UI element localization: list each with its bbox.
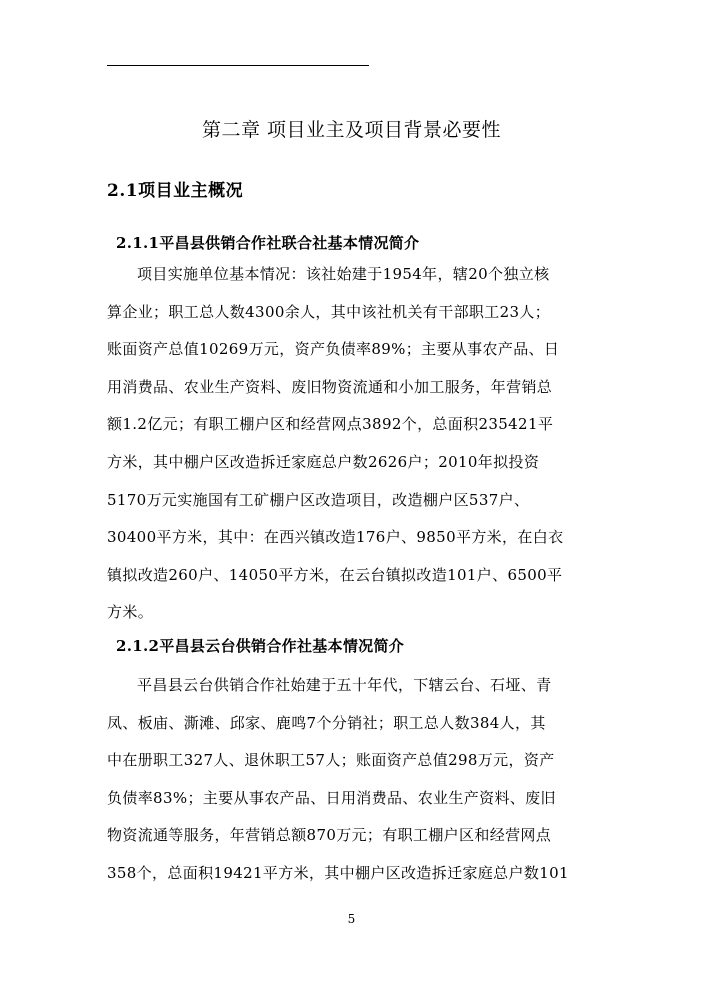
paragraph-line: 算企业；职工总人数4300余人，其中该社机关有干部职工23人； — [107, 302, 551, 321]
paragraph-line: 30400平方米，其中：在西兴镇改造176户、9850平方米，在白衣 — [107, 528, 564, 547]
paragraph-line: 平昌县云台供销合作社始建于五十年代，下辖云台、石垭、青 — [137, 676, 552, 694]
section-heading: 2.1项目业主概况 — [107, 181, 244, 201]
paragraph-line: 负债率83%；主要从事农产品、日用消费品、农业生产资料、废旧 — [107, 788, 556, 807]
paragraph-line: 中在册职工327人、退休职工57人；账面资产总值298万元，资产 — [107, 751, 555, 770]
paragraph-line: 额1.2亿元；有职工棚户区和经营网点3892个，总面积235421平 — [107, 415, 554, 434]
paragraph-line: 账面资产总值10269万元，资产负债率89%；主要从事农产品、日 — [107, 340, 560, 359]
paragraph-line: 凤、板庙、澌滩、邱家、鹿鸣7个分销社；职工总人数384人，其 — [107, 713, 546, 732]
chapter-title: 第二章 项目业主及项目背景必要性 — [201, 119, 502, 141]
paragraph-1 — [107, 256, 599, 632]
paragraph-line: 镇拟改造260户、14050平方米，在云台镇拟改造101户、6500平 — [107, 565, 563, 584]
paragraph-line: 用消费品、农业生产资料、废旧物资流通和小加工服务，年营销总 — [107, 377, 553, 396]
subsection-heading-2: 2.1.2平昌县云台供销合作社基本情况简介 — [116, 637, 405, 655]
paragraph-line: 物资流通等服务，年营销总额870万元；有职工棚户区和经营网点 — [107, 826, 552, 845]
paragraph-line: 项目实施单位基本情况：该社始建于1954年，辖20个独立核 — [137, 265, 550, 283]
paragraph-line: 5170万元实施国有工矿棚户区改造项目，改造棚户区537户、 — [107, 490, 530, 509]
paragraph-line: 方米，其中棚户区改造拆迁家庭总户数2626户；2010年拟投资 — [107, 452, 540, 471]
paragraph-line: 358个，总面积19421平方米，其中棚户区改造拆迁家庭总户数101 — [107, 863, 569, 882]
paragraph-2 — [107, 667, 599, 893]
paragraph-line: 方米。 — [107, 603, 154, 622]
header-rule — [107, 65, 369, 66]
page-number: 5 — [347, 912, 356, 926]
subsection-heading-1: 2.1.1平昌县供销合作社联合社基本情况简介 — [116, 234, 420, 252]
